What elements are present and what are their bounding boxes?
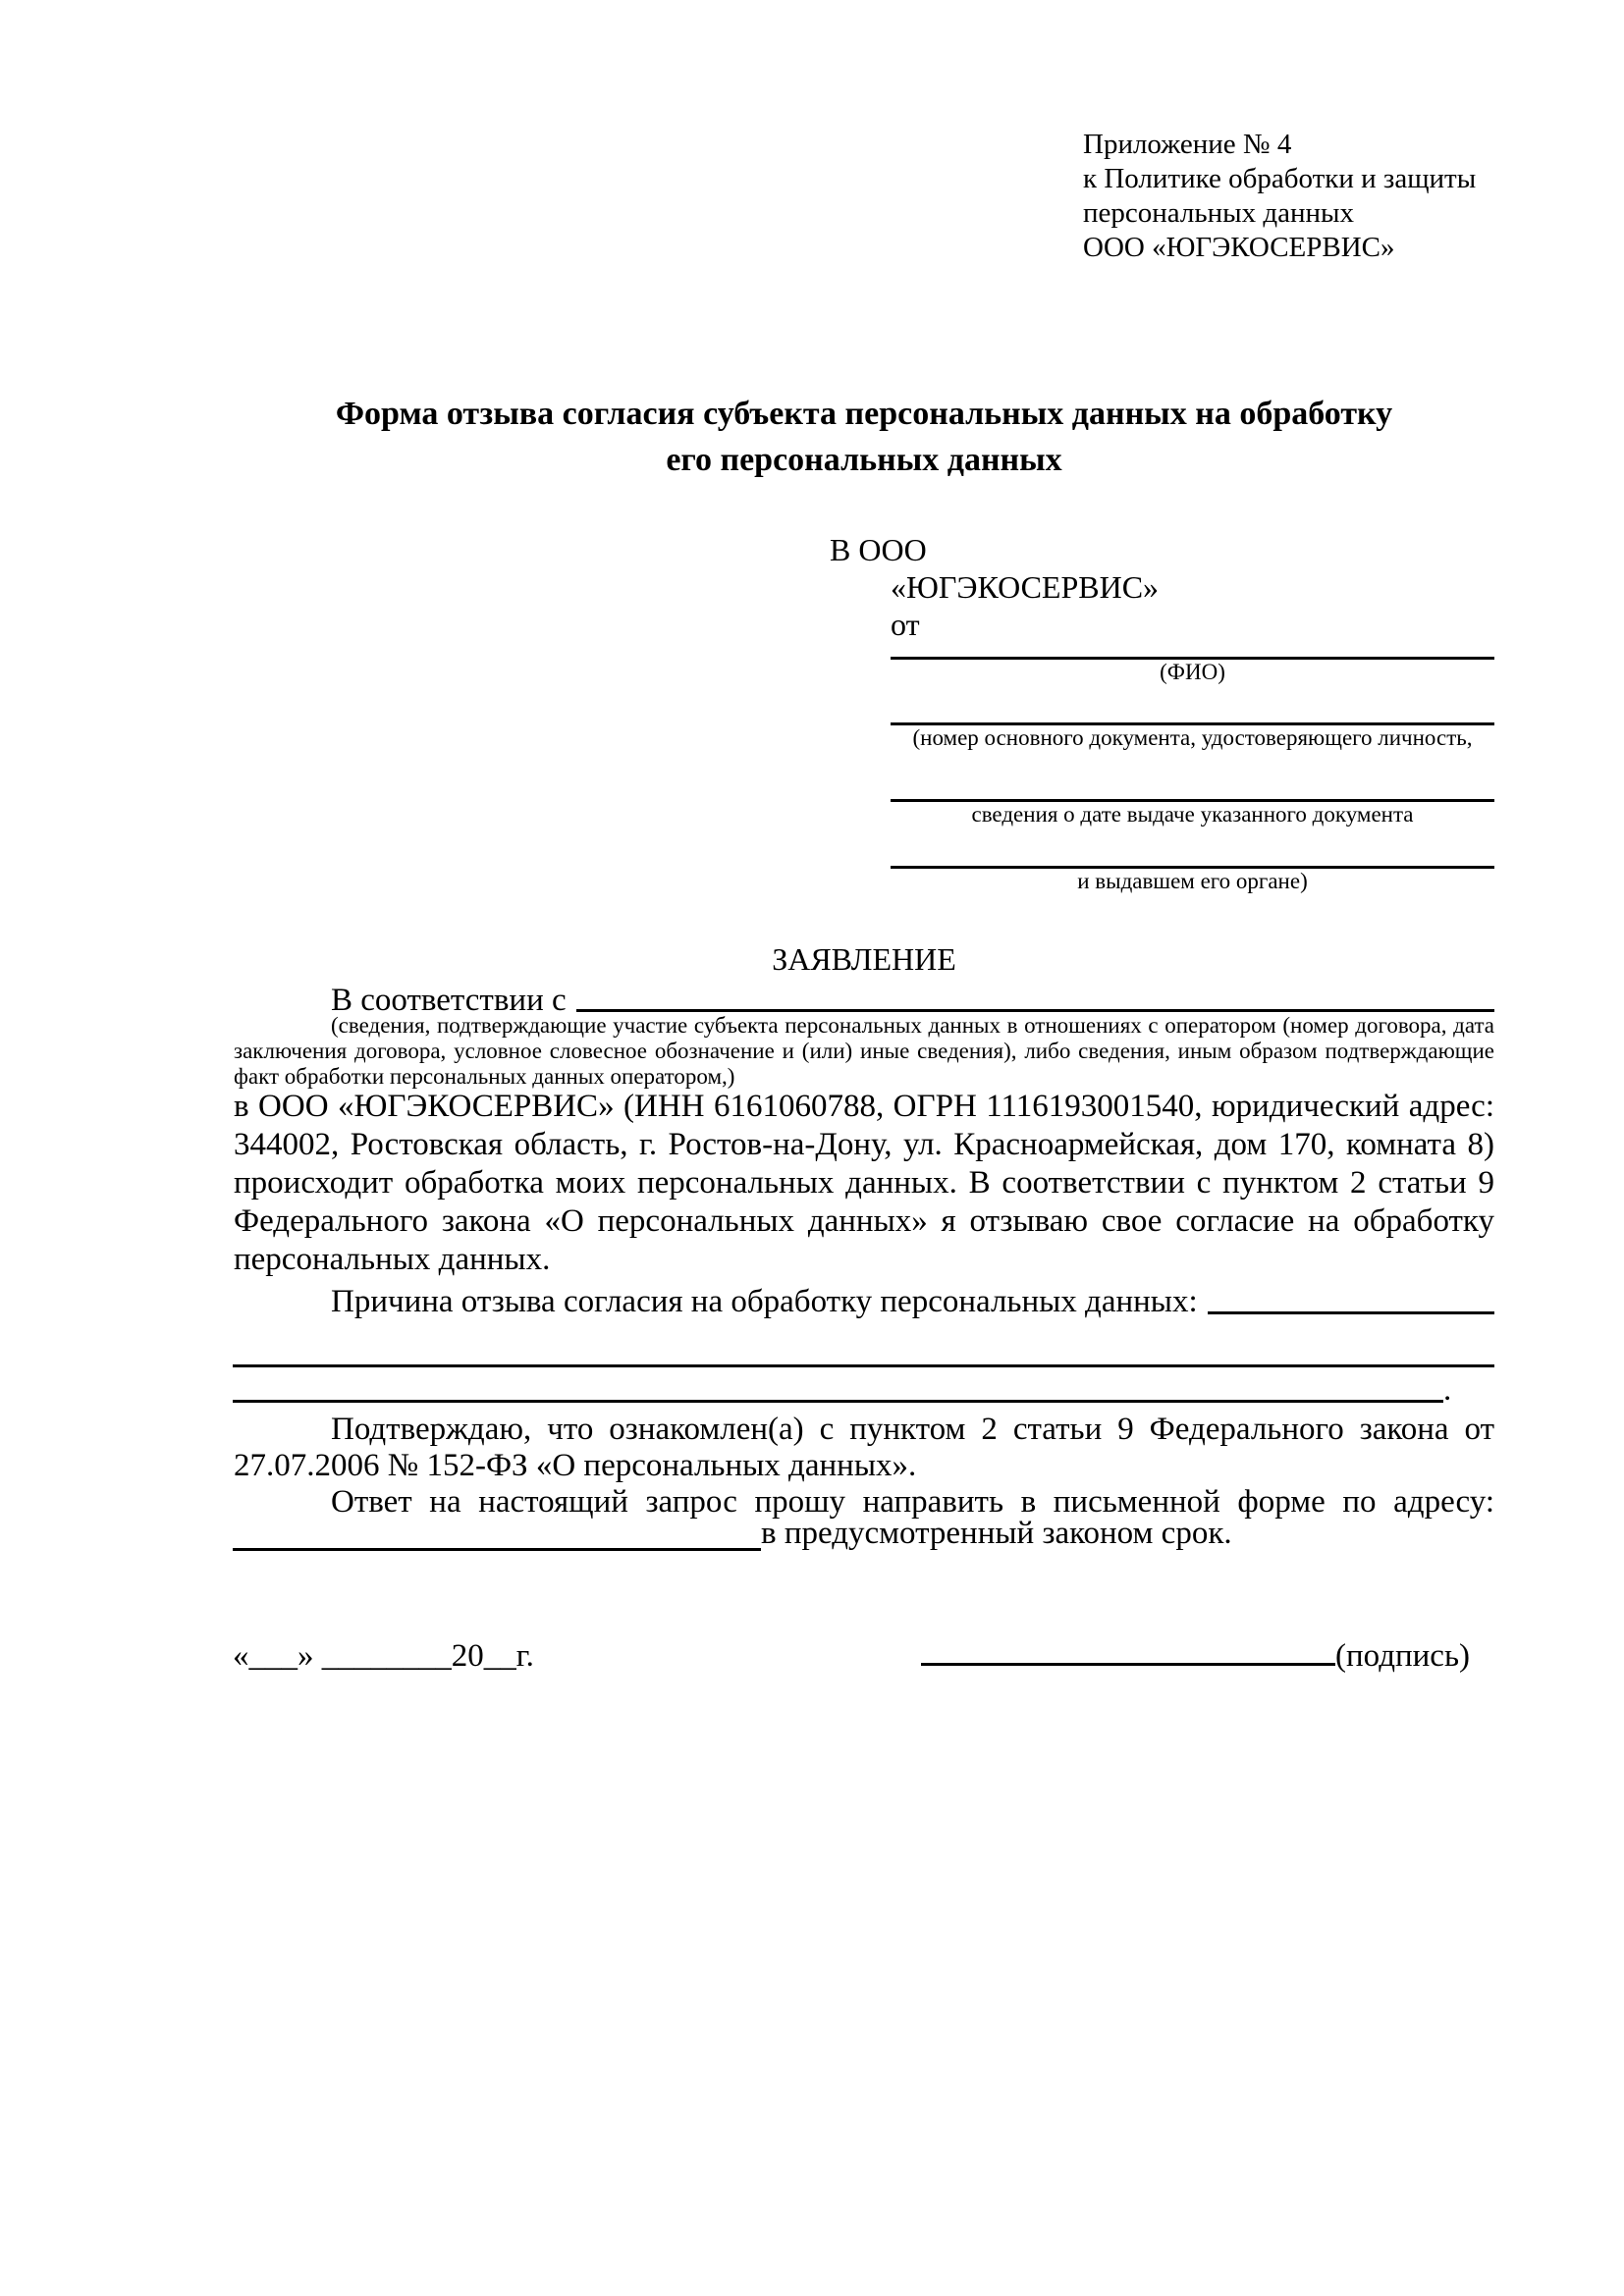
reply-request-line: Ответ на настоящий запрос прошу направить в письменной форме по адресу: <box>331 1484 1494 1520</box>
signature-blank-line <box>921 1637 1335 1666</box>
statement-body: в ООО «ЮГЭКОСЕРВИС» (ИНН 6161060788, ОГРН 1116193001540, юридический адрес: 344002, Ростовская область, г. Ростов-на-Дону, ул. Красноармейская, дом 170, комната 8) происходит обработка моих персональных данных. В соответствии с пунктом 2 статьи 9 Федерального закона «О персональных данных» я отзываю свое согласие на обработку персональных данных. <box>234 1089 1494 1277</box>
issuing-authority-blank-line <box>891 827 1494 869</box>
signature-row <box>233 1637 1494 1675</box>
confirmation-paragraph: Подтверждаю, что ознакомлен(а) с пунктом 2 статьи 9 Федерального закона от 27.07.2006 № 152-ФЗ «О персональных данных». <box>234 1412 1494 1483</box>
issue-date-caption: сведения о дате выдаче указанного документа <box>971 802 1414 827</box>
addressee-company-name: «ЮГЭКОСЕРВИС» <box>891 569 1160 605</box>
form-title-line: Форма отзыва согласия субъекта персональных данных на обработку <box>335 396 1393 432</box>
form-title-line: его персональных данных <box>666 442 1062 478</box>
addressee-company-prefix: В ООО <box>830 532 927 567</box>
addressee-blanks <box>891 643 1494 893</box>
reply-suffix: в предусмотренный законом срок. <box>761 1516 1232 1551</box>
addressee-from-label: от <box>891 607 920 642</box>
intro-prefix: В соответствии с <box>331 983 567 1018</box>
appendix-line: к Политике обработки и защиты <box>1083 163 1477 194</box>
fio-blank-line <box>891 643 1494 660</box>
signature-caption: (подпись) <box>1335 1638 1470 1674</box>
statement-heading: ЗАЯВЛЕНИЕ <box>772 941 956 977</box>
date-blank-text: «___» ________20__г. <box>233 1638 534 1674</box>
appendix-note <box>1083 128 1476 265</box>
signature-area <box>921 1637 1470 1675</box>
reason-blank-row-3 <box>233 1364 1494 1408</box>
intro-blank-line <box>576 1009 1494 1012</box>
address-blank-line <box>233 1516 761 1551</box>
fine-print-note: (сведения, подтверждающие участие субъекта персональных данных в отношениях с оператором (номер договора, дата заключения договора, условное словесное обозначение и (или) иные сведения), либо сведения, иным образом подтверждающие факт обработки персональных данных оператором,) <box>234 1013 1494 1089</box>
form-title <box>234 391 1494 483</box>
appendix-line: персональных данных <box>1083 197 1355 229</box>
document-number-blank-line <box>891 684 1494 725</box>
reason-blank-line-3 <box>233 1364 1443 1403</box>
issuing-authority-caption: и выдавшем его органе) <box>1077 869 1308 893</box>
reason-label: Причина отзыва согласия на обработку персональных данных: <box>331 1284 1198 1319</box>
appendix-line: Приложение № 4 <box>1083 129 1292 160</box>
appendix-line: ООО «ЮГЭКОСЕРВИС» <box>1083 232 1395 263</box>
issue-date-blank-line <box>891 750 1494 802</box>
document-number-caption: (номер основного документа, удостоверяющего личность, <box>912 725 1473 750</box>
sentence-period: . <box>1443 1372 1452 1408</box>
reason-blank-line-2 <box>233 1329 1494 1367</box>
reply-address-row <box>233 1516 1494 1552</box>
addressee-block <box>830 531 1494 893</box>
fio-caption: (ФИО) <box>1160 660 1225 684</box>
reason-blank-line <box>1208 1311 1494 1314</box>
reason-row <box>234 1283 1494 1321</box>
